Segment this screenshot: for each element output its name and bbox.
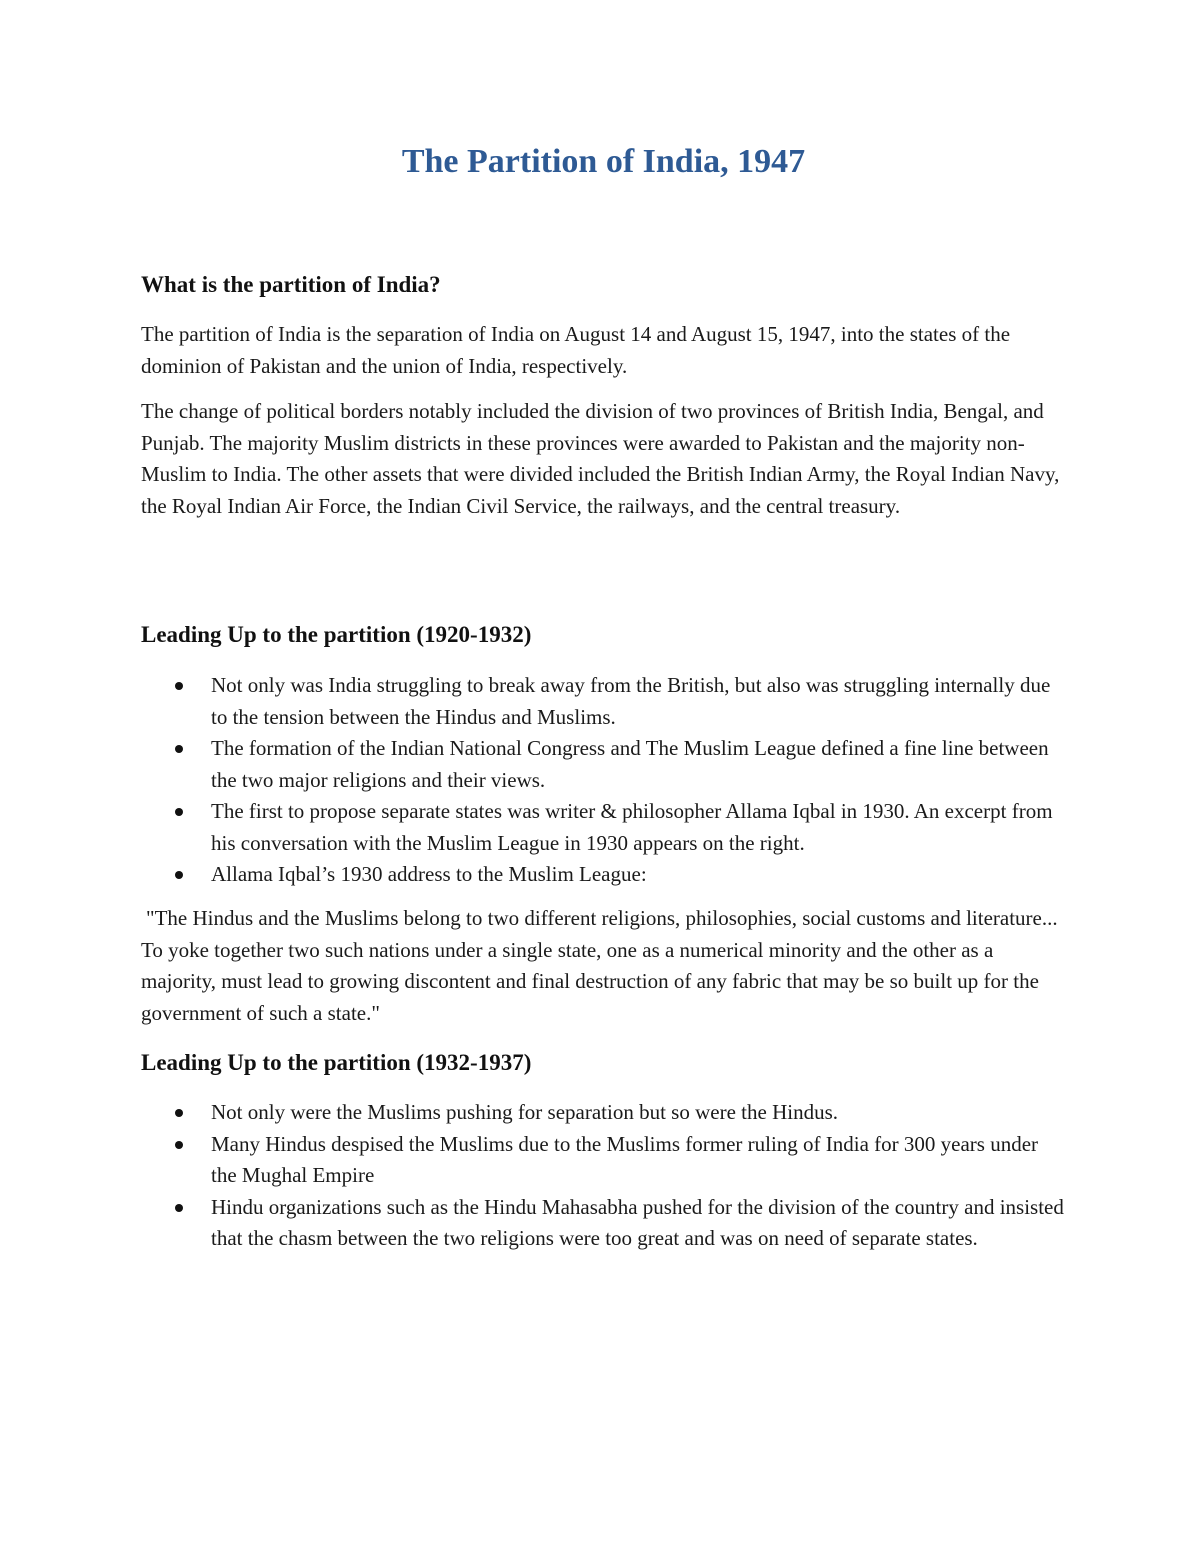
- list-item: Hindu organizations such as the Hindu Mahasabha pushed for the division of the country and insisted that the chasm between the two religions were too great and was on need of separate states.: [141, 1192, 1066, 1255]
- bullet-icon: [175, 871, 183, 879]
- bullet-icon: [175, 1204, 183, 1212]
- iqbal-quote: "The Hindus and the Muslims belong to two different religions, philosophies, social customs and literature... To yoke together two such nations under a single state, one as a numerical minority and the other as a majority, must lead to growing discontent and final destruction of any fabric that may be so built up for the government of such a state.": [141, 906, 1058, 1025]
- section-heading-what-is-partition: What is the partition of India?: [141, 272, 441, 297]
- bullet-icon: [175, 1109, 183, 1117]
- list-item: The first to propose separate states was writer & philosopher Allama Iqbal in 1930. An excerpt from his conversation with the Muslim League in 1930 appears on the right.: [141, 796, 1066, 859]
- list-item: Not only was India struggling to break away from the British, but also was struggling internally due to the tension between the Hindus and Muslims.: [141, 670, 1066, 733]
- bullet-list-1920-1932: [141, 670, 1066, 891]
- section-heading-1932-1937: Leading Up to the partition (1932-1937): [141, 1050, 532, 1075]
- list-item: Not only were the Muslims pushing for separation but so were the Hindus.: [141, 1097, 1066, 1129]
- paragraph-definition: The partition of India is the separation of India on August 14 and August 15, 1947, into the states of the dominion of Pakistan and the union of India, respectively.: [141, 322, 1011, 378]
- bullet-icon: [175, 682, 183, 690]
- list-item: Many Hindus despised the Muslims due to the Muslims former ruling of India for 300 years under the Mughal Empire: [141, 1129, 1066, 1192]
- paragraph-borders: The change of political borders notably included the division of two provinces of British India, Bengal, and Punjab. The majority Muslim districts in these provinces were awarded to Pakistan and the majority non-Muslim to India. The other assets that were divided included the British Indian Army, the Royal Indian Navy, the Royal Indian Air Force, the Indian Civil Service, the railways, and the central treasury.: [141, 399, 1060, 518]
- section-heading-1920-1932: Leading Up to the partition (1920-1932): [141, 622, 532, 647]
- bullet-icon: [175, 1141, 183, 1149]
- list-item: The formation of the Indian National Congress and The Muslim League defined a fine line between the two major religions and their views.: [141, 733, 1066, 796]
- bullet-list-1932-1937: [141, 1097, 1066, 1255]
- document-title: The Partition of India, 1947: [401, 143, 806, 180]
- bullet-icon: [175, 808, 183, 816]
- list-item: Allama Iqbal’s 1930 address to the Muslim League:: [141, 859, 1066, 891]
- bullet-icon: [175, 745, 183, 753]
